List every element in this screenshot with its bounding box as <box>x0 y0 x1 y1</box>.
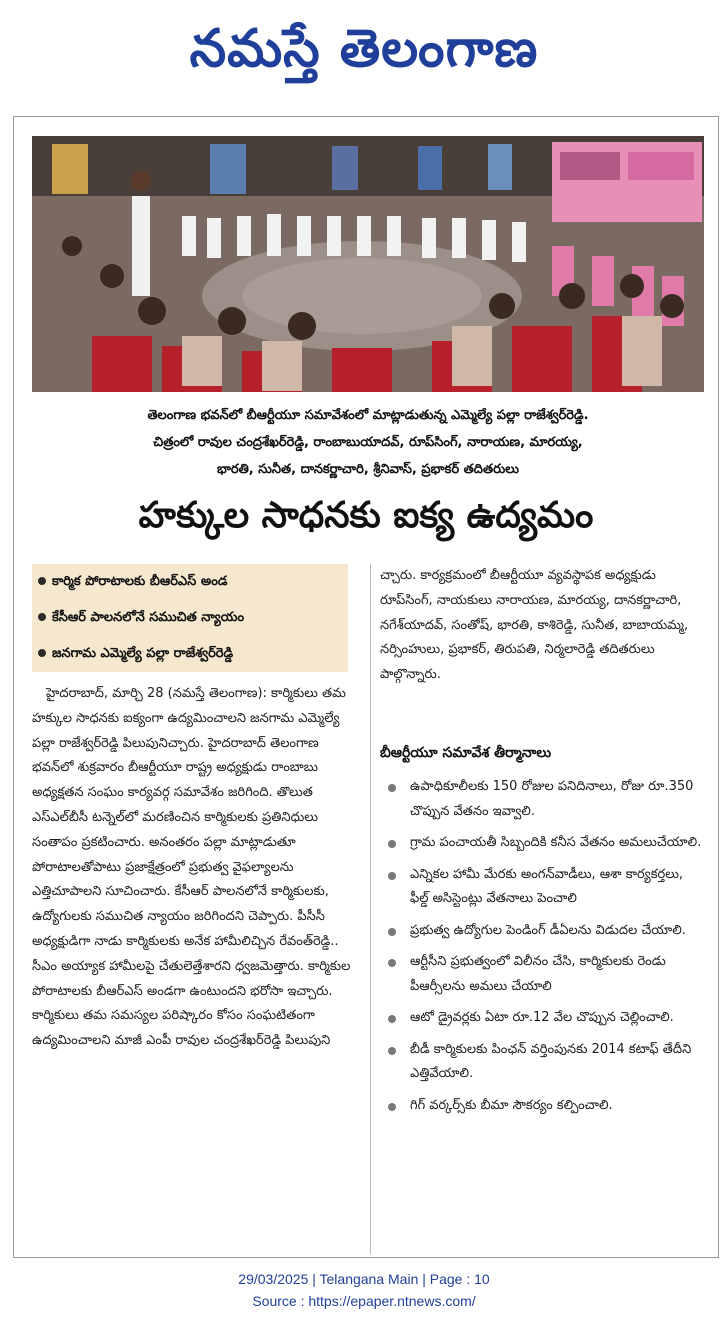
resolution-text: బీడీ కార్మికులకు పింఛన్ వర్తింపునకు 2014 కటాఫ్ తేదీని ఎత్తివేయాలి. <box>410 1041 692 1081</box>
resolution-text: ప్రభుత్వ ఉద్యోగుల పెండింగ్ డీఏలను విడుదల చేయాలి. <box>410 922 686 938</box>
masthead-title: నమస్తే తెలంగాణ <box>189 19 539 79</box>
resolution-item <box>380 1094 702 1119</box>
bullet-icon <box>388 840 396 848</box>
highlight-text: కార్మిక పోరాటాలకు బీఆర్‌ఎస్ అండ <box>52 574 228 589</box>
article-headline: హక్కుల సాధనకు ఐక్య ఉద్యమం <box>138 495 594 536</box>
resolution-item <box>380 775 702 824</box>
highlight-item <box>32 636 348 672</box>
highlight-text: జనగామ ఎమ్మెల్యే పల్లా రాజేశ్వర్‌రెడ్డి <box>52 646 234 661</box>
resolutions-title: బీఆర్టీయూ సమావేశ తీర్మానాలు <box>380 745 552 761</box>
highlight-text: కేసీఆర్ పాలనలోనే సముచిత న్యాయం <box>52 610 245 625</box>
resolution-item <box>380 863 702 912</box>
bullet-icon <box>38 649 46 657</box>
article-photo <box>32 136 704 392</box>
resolution-text: ఉపాధికూలీలకు 150 రోజుల పనిదినాలు, రోజు రూ.350 చొప్పున వేతనం ఇవ్వాలి. <box>410 779 694 819</box>
resolution-text: ఆటో డ్రైవర్లకు ఏటా రూ.12 వేల చొప్పున చెల్లించాలి. <box>410 1010 674 1025</box>
footer-edition-info: 29/03/2025 | Telangana Main | Page : 10 <box>238 1271 490 1287</box>
bullet-icon <box>38 613 46 621</box>
bullet-icon <box>388 1103 396 1111</box>
resolution-text: గిగ్ వర్కర్స్‌కు బీమా సౌకర్యం కల్పించాలి. <box>410 1097 613 1113</box>
resolution-item <box>380 1038 702 1087</box>
footer-source-link[interactable]: Source : https://epaper.ntnews.com/ <box>252 1293 476 1309</box>
resolution-item <box>380 831 702 856</box>
bullet-icon <box>388 959 396 967</box>
photo-caption <box>32 402 704 483</box>
article-body-left <box>32 682 362 1054</box>
article-frame <box>13 116 719 1258</box>
bullet-icon <box>38 577 46 585</box>
resolution-text: గ్రామ పంచాయతీ సిబ్బందికి కనీస వేతనం అమలుచేయాలి. <box>410 835 702 850</box>
highlight-item <box>32 564 348 600</box>
resolution-text: ఎన్నికల హామీ మేరకు అంగన్‌వాడీలు, ఆశా కార్యకర్తలు, ఫీల్డ్ అసిస్టెంట్లు వేతనాలు పెంచాలి <box>410 866 684 906</box>
bullet-icon <box>388 928 396 936</box>
bullet-icon <box>388 1015 396 1023</box>
resolution-item <box>380 950 702 999</box>
resolution-item <box>380 919 702 944</box>
body-paragraph: హైదరాబాద్, మార్చి 28 (నమస్తే తెలంగాణ): కార్మికులు తమ హక్కుల సాధనకు ఐక్యంగా ఉద్యమించాలని జనగామ ఎమ్మెల్యే పల్లా రాజేశ్వర్‌రెడ్డి పిలుపునిచ్చారు. హైదరాబాద్ తెలంగాణ భవన్‌లో శుక్రవారం బీఆర్టీయూ రాష్ట్ర అధ్యక్షుడు రాంబాబు అధ్యక్షతన సంఘం కార్యవర్గ సమావేశం జరిగింది. తొలుత ఎస్‌ఎల్‌బీసీ టన్నెల్‌లో మరణించిన కార్మికులకు ప్రతినిధులు సంతాపం ప్రకటించారు. అనంతరం పల్లా మాట్లాడుతూ పోరాటాలతోపాటు ప్రజాక్షేత్రంలో ప్రభుత్వ వైఫల్యాలను ఎత్తిచూపాలని సూచించారు. కేసీఆర్ పాలనలోనే కార్మికులకు, ఉద్యోగులకు సముచిత న్యాయం జరిగిందని చెప్పారు. పీసీసీ అధ్యక్షుడిగా నాడు కార్మికులకు అనేక హామీలిచ్చిన రేవంత్‌రెడ్డి.. సీఎం అయ్యాక హామీలపై చేతులెత్తేశారని ధ్వజమెత్తారు. కార్మికుల పోరాటాలకు బీఆర్‌ఎస్ అండగా ఉంటుందని భరోసా ఇచ్చారు. కార్మికులు తమ సమస్యల పరిష్కారం కోసం సంఘటితంగా ఉద్యమించాలని మాజీ ఎంపీ రావుల చంద్రశేఖర్‌రెడ్డి పిలుపుని <box>32 686 351 1049</box>
resolution-item <box>380 1006 702 1031</box>
highlight-item <box>32 600 348 636</box>
caption-line: చిత్రంలో రావుల చంద్రశేఖర్‌రెడ్డి, రాంబాబుయాదవ్, రూప్‌సింగ్, నారాయణ, మారయ్య, <box>153 435 583 450</box>
page-footer <box>0 1268 728 1312</box>
body-paragraph: చ్చారు. కార్యక్రమంలో బీఆర్టీయూ వ్యవస్థాపక అధ్యక్షుడు రూప్‌సింగ్, నాయకులు నారాయణ, మారయ్య, దానకర్ణాచారి, నగేశ్‌యాదవ్, సంతోష్, భారతి, కాశిరెడ్డి, సునీత, బాబాయమ్మ, నర్సింహులు, ప్రభాకర్, తిరుపతి, నిర్మలారెడ్డి తదితరులు పాల్గొన్నారు. <box>380 568 689 683</box>
bullet-icon <box>388 872 396 880</box>
caption-line: తెలంగాణ భవన్‌లో బీఆర్టీయూ సమావేశంలో మాట్లాడుతున్న ఎమ్మెల్యే పల్లా రాజేశ్వర్‌రెడ్డి. <box>147 408 589 423</box>
bullet-icon <box>388 784 396 792</box>
article-body-right <box>380 564 702 688</box>
resolution-text: ఆర్టీసీని ప్రభుత్వంలో విలీనం చేసి, కార్మికులకు రెండు పీఆర్సీలను అమలు చేయాలి <box>410 954 666 994</box>
masthead <box>0 0 728 100</box>
column-divider <box>370 564 371 1254</box>
caption-line: భారతి, సునీత, దానకర్ణాచారి, శ్రీనివాస్, ప్రభాకర్ తదితరులు <box>216 462 520 477</box>
highlights-box <box>32 564 348 672</box>
bullet-icon <box>388 1047 396 1055</box>
resolutions-list <box>380 775 702 1125</box>
